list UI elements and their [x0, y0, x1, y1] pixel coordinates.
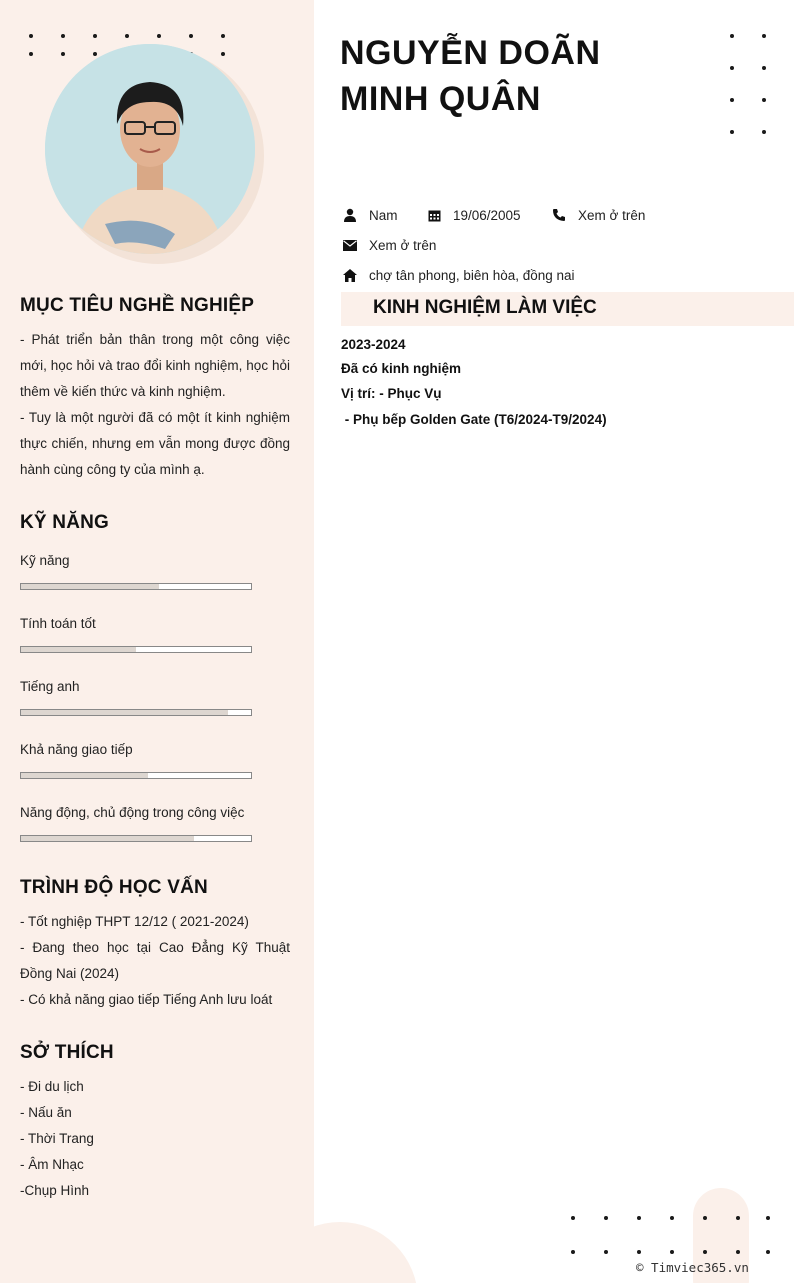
- experience-company: Đã có kinh nghiệm: [341, 361, 462, 376]
- skill-bar-fill: [21, 647, 136, 652]
- gender-info: [341, 206, 398, 224]
- skill-bar: [20, 646, 252, 653]
- birthdate-info: [425, 206, 521, 224]
- skill-label: Tính toán tốt: [20, 616, 96, 631]
- address-info: [341, 266, 575, 284]
- education-line: - Có khả năng giao tiếp Tiếng Anh lưu loát: [20, 992, 273, 1007]
- education-line: - Đang theo học tại Cao Đẳng Kỹ Thuật Đồng Nai (2024): [20, 940, 290, 981]
- email-info: [341, 236, 436, 254]
- person-icon: [341, 206, 359, 224]
- phone-info: [550, 206, 645, 224]
- hobby-item: - Thời Trang: [20, 1131, 94, 1146]
- skill-bar: [20, 709, 252, 716]
- objective-line: - Tuy là một người đã có một ít kinh nghiệm thực chiến, nhưng em vẫn mong được đồng hành cùng công ty của mình ạ.: [20, 410, 290, 477]
- hobby-item: - Nấu ăn: [20, 1105, 72, 1120]
- experience-position: Vị trí: - Phục Vụ: [341, 386, 442, 401]
- phone-value: Xem ở trên: [578, 207, 646, 223]
- name-line: MINH QUÂN: [340, 80, 541, 118]
- objective-title: MỤC TIÊU NGHỀ NGHIỆP: [20, 295, 255, 316]
- experience-period: 2023-2024: [341, 337, 406, 352]
- experience-title: KINH NGHIỆM LÀM VIỆC: [373, 297, 597, 318]
- skill-label: Khả năng giao tiếp: [20, 742, 133, 757]
- skill-bar: [20, 835, 252, 842]
- skill-bar-fill: [21, 773, 148, 778]
- candidate-name: [340, 30, 601, 122]
- hobby-item: - Âm Nhạc: [20, 1157, 84, 1172]
- skill-bar: [20, 583, 252, 590]
- home-icon: [341, 266, 359, 284]
- gender-value: Nam: [369, 207, 398, 223]
- skill-label: Năng động, chủ động trong công việc: [20, 805, 245, 820]
- phone-icon: [550, 206, 568, 224]
- objective-text: [20, 327, 290, 483]
- avatar: [45, 44, 255, 254]
- address-value: chợ tân phong, biên hòa, đồng nai: [369, 267, 575, 283]
- skill-bar-fill: [21, 710, 228, 715]
- experience-detail: - Phụ bếp Golden Gate (T6/2024-T9/2024): [341, 412, 607, 427]
- calendar-icon: [425, 206, 443, 224]
- education-text: [20, 909, 290, 1013]
- education-title: TRÌNH ĐỘ HỌC VẤN: [20, 877, 208, 898]
- hobbies-title: SỞ THÍCH: [20, 1042, 114, 1063]
- skill-bar: [20, 772, 252, 779]
- envelope-icon: [341, 236, 359, 254]
- skill-label: Kỹ năng: [20, 553, 70, 568]
- birthdate-value: 19/06/2005: [453, 207, 521, 223]
- footer-credit: © Timviec365.vn: [636, 1260, 749, 1275]
- name-line: NGUYỄN DOÃN: [340, 34, 601, 72]
- email-value: Xem ở trên: [369, 237, 437, 253]
- skill-bar-fill: [21, 836, 194, 841]
- objective-line: - Phát triển bản thân trong một công việc mới, học hỏi và trao đổi kinh nghiệm, học hỏi thêm về kiến thức và kinh nghiệm.: [20, 332, 290, 399]
- skill-label: Tiếng anh: [20, 679, 80, 694]
- education-line: - Tốt nghiệp THPT 12/12 ( 2021-2024): [20, 914, 249, 929]
- hobby-item: - Đi du lịch: [20, 1079, 84, 1094]
- skills-title: KỸ NĂNG: [20, 512, 110, 533]
- skill-bar-fill: [21, 584, 159, 589]
- hobby-item: -Chụp Hình: [20, 1183, 90, 1198]
